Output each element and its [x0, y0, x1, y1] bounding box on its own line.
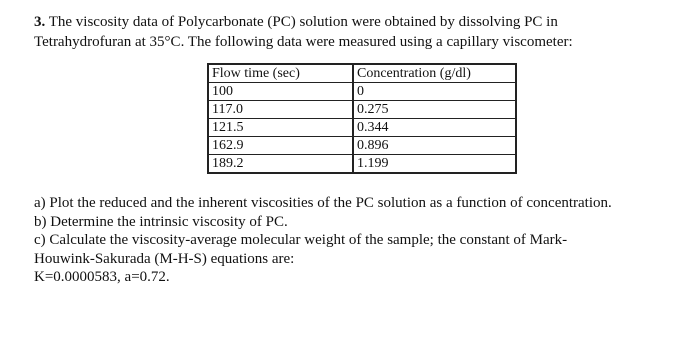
question-b: b) Determine the intrinsic viscosity of PC.	[34, 213, 288, 230]
question-c-line-1: c) Calculate the viscosity-average molecular weight of the sample; the constant of Mark-	[34, 232, 568, 248]
flow-time-cell: 100	[208, 83, 353, 101]
problem-line-1	[34, 12, 674, 32]
problem-statement	[34, 12, 674, 52]
table-header-row	[208, 64, 516, 83]
flow-time-cell: 121.5	[208, 119, 353, 137]
flow-time-cell: 117.0	[208, 101, 353, 119]
flow-time-cell: 189.2	[208, 155, 353, 174]
concentration-cell: 0.896	[353, 137, 516, 155]
problem-line-2: Tetrahydrofuran at 35°C. The following data were measured using a capillary viscometer:	[34, 34, 573, 50]
header-concentration: Concentration (g/dl)	[353, 64, 516, 83]
problem-text-1: The viscosity data of Polycarbonate (PC) solution were obtained by dissolving PC in	[48, 14, 558, 30]
problem-number: 3.	[34, 14, 46, 30]
question-c-line-2: Houwink-Sakurada (M-H-S) equations are:	[34, 250, 295, 267]
concentration-cell: 1.199	[353, 155, 516, 174]
concentration-cell: 0.275	[353, 101, 516, 119]
question-list	[34, 194, 674, 287]
question-a: a) Plot the reduced and the inherent viscosities of the PC solution as a function of concentration.	[34, 195, 612, 211]
concentration-cell: 0	[353, 83, 516, 101]
table-row	[208, 83, 516, 101]
table-row	[208, 155, 516, 174]
question-c-constants: K=0.0000583, a=0.72.	[34, 269, 170, 285]
table-row	[208, 137, 516, 155]
viscosity-data-table	[207, 63, 517, 174]
table-row	[208, 119, 516, 137]
concentration-cell: 0.344	[353, 119, 516, 137]
header-flow-time: Flow time (sec)	[208, 64, 353, 83]
table-row	[208, 101, 516, 119]
flow-time-cell: 162.9	[208, 137, 353, 155]
